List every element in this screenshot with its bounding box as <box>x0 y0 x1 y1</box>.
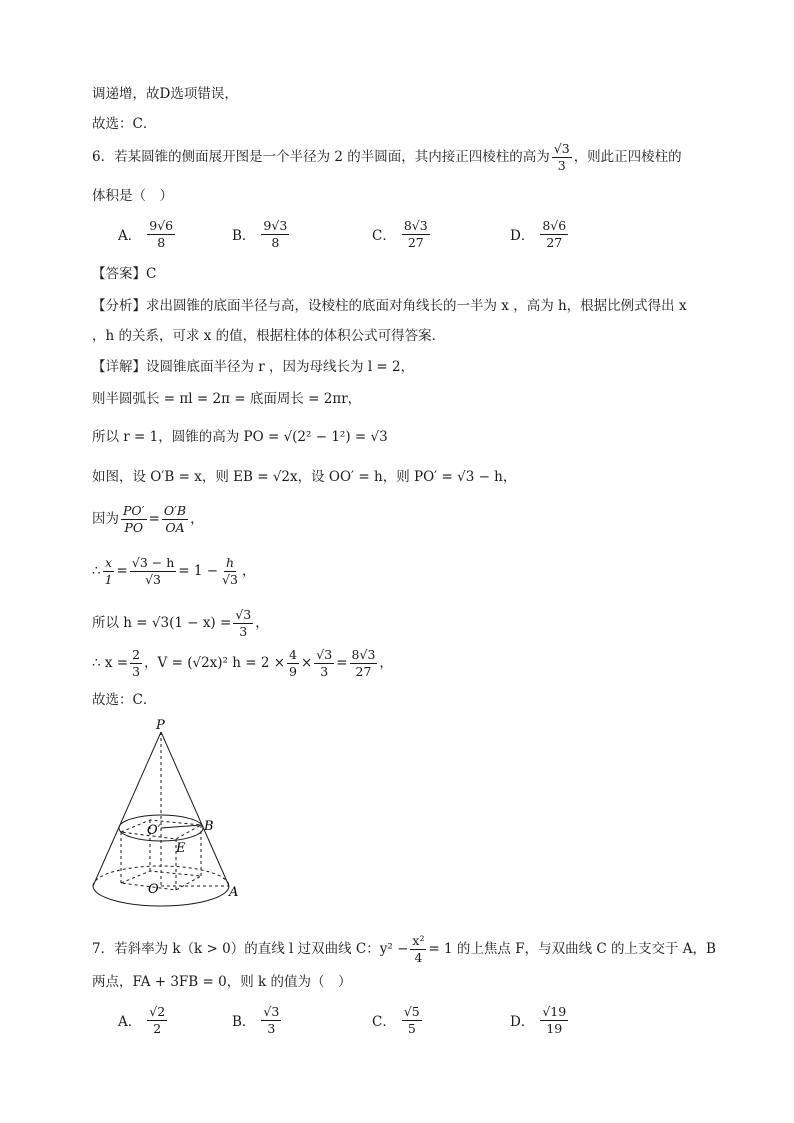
fraction <box>220 555 240 588</box>
text: = <box>336 655 348 671</box>
q6-option-b[interactable] <box>232 212 291 256</box>
option-letter: B． <box>232 1014 256 1030</box>
detail-line4: 如图，设 O′B = x，则 EB = √2x，设 OO′ = h，则 PO′ = √3 − h， <box>92 469 517 485</box>
cone-left-side <box>93 732 161 886</box>
frac-num: √3 <box>263 1003 280 1019</box>
text: ∴ <box>92 563 101 579</box>
text: × <box>300 655 313 671</box>
option-letter: D． <box>510 228 535 244</box>
text: ∴ x = <box>92 655 129 671</box>
frac-den: 3 <box>557 157 566 173</box>
equals: = <box>148 511 160 527</box>
frac-num: PO′ <box>123 502 145 518</box>
frac-num: h <box>225 554 235 570</box>
detail-line6 <box>92 552 734 590</box>
detail-line7 <box>92 604 734 642</box>
text: 所以 h = √3(1 − x) = <box>92 615 232 631</box>
label-A: A <box>229 885 239 900</box>
frac-num: 8√3 <box>403 217 428 233</box>
option-fraction <box>402 218 430 251</box>
label-O: O <box>148 882 159 897</box>
q6-option-a[interactable] <box>118 212 177 256</box>
text: 因为 <box>92 511 119 527</box>
line-prev-select: 故选：C． <box>92 116 157 132</box>
frac-num: 9√6 <box>149 217 174 233</box>
frac-den: 1 <box>104 571 113 587</box>
analysis-line2: ，h 的关系，可求 x 的值，根据柱体的体积公式可得答案． <box>92 328 446 344</box>
frac-num: 9√3 <box>263 217 288 233</box>
frac-num: √5 <box>403 1003 420 1019</box>
frac-num: √3 <box>316 646 333 662</box>
text: ， <box>255 615 269 631</box>
frac-num: 8√3 <box>351 646 376 662</box>
q6-stem-line2: 体积是（ ） <box>92 188 173 204</box>
cone-base-front <box>93 886 229 906</box>
line-prev-conclusion: 调递增，故D选项错误， <box>92 86 238 102</box>
q7-stem-text: 7．若斜率为 k（k > 0）的直线 l 过双曲线 C：y² − <box>92 941 409 957</box>
text: ，V = (√2x)² h = 2 × <box>144 655 286 671</box>
frac-num: √3 − h <box>131 554 175 570</box>
frac-den: 8 <box>271 234 280 250</box>
q6-options <box>118 212 718 256</box>
frac-num: O′B <box>163 502 187 518</box>
fraction <box>121 503 147 536</box>
frac-den: OA <box>165 519 185 535</box>
fraction <box>130 647 142 680</box>
detail-tag: 【详解】 <box>92 359 146 375</box>
frac-num: 4 <box>289 646 297 662</box>
option-fraction <box>540 218 568 251</box>
frac-den: 27 <box>355 663 372 679</box>
fraction <box>350 647 378 680</box>
q7-option-b[interactable] <box>232 998 283 1042</box>
q6-stem-text-end: ，则此正四棱柱的 <box>573 149 682 165</box>
frac-den: PO <box>124 519 144 535</box>
q7-option-d[interactable] <box>510 998 570 1042</box>
option-letter: C． <box>372 228 396 244</box>
q6-height-fraction <box>552 141 572 174</box>
text: ， <box>379 655 393 671</box>
frac-den: 9 <box>289 663 297 679</box>
equals: = <box>116 563 128 579</box>
frac-den: √3 <box>145 571 162 587</box>
q6-stem-text: 6．若某圆锥的侧面展开图是一个半径为 2 的半圆面，其内接正四棱柱的高为 <box>92 149 550 165</box>
frac-den: 19 <box>546 1020 563 1036</box>
frac-num: √19 <box>542 1003 567 1019</box>
text: ， <box>190 511 204 527</box>
fraction <box>103 555 115 588</box>
detail-line2: 则半圆弧长 = πl = 2π = 底面周长 = 2πr， <box>92 391 362 407</box>
text: = 1 − <box>178 563 219 579</box>
detail-select: 故选：C． <box>92 692 157 708</box>
detail-line3: 所以 r = 1，圆锥的高为 PO = √(2² − 1²) = √3 <box>92 429 388 445</box>
answer-line: 【答案】C <box>92 266 157 282</box>
frac-den: 27 <box>546 234 563 250</box>
analysis-line1 <box>92 296 734 316</box>
frac-den: 5 <box>407 1020 416 1036</box>
detail-line8 <box>92 644 734 682</box>
option-fraction <box>147 1004 167 1037</box>
q6-stem-line1 <box>92 140 734 174</box>
q6-option-c[interactable] <box>372 212 432 256</box>
label-O-prime: O′ <box>147 823 161 838</box>
cone-prism-figure <box>88 718 248 908</box>
q7-stem-text-end: = 1 的上焦点 F，与双曲线 C 的上支交于 A，B <box>428 941 716 957</box>
fraction <box>287 647 299 680</box>
frac-den: 27 <box>407 234 424 250</box>
frac-num: x² <box>412 932 425 948</box>
option-letter: D． <box>510 1014 535 1030</box>
fraction <box>314 647 334 680</box>
option-letter: A． <box>118 1014 142 1030</box>
option-fraction <box>540 1004 568 1037</box>
frac-den: 3 <box>132 663 141 679</box>
option-fraction <box>261 218 289 251</box>
frac-den: 2 <box>153 1020 162 1036</box>
label-B: B <box>204 819 214 834</box>
frac-num: √3 <box>553 140 570 156</box>
label-E: E <box>176 841 186 856</box>
option-fraction <box>261 1004 281 1037</box>
frac-den: 4 <box>414 949 423 965</box>
q7-option-a[interactable] <box>118 998 169 1042</box>
option-letter: A． <box>118 228 142 244</box>
q6-option-d[interactable] <box>510 212 570 256</box>
option-fraction <box>402 1004 422 1037</box>
text: ， <box>241 563 256 579</box>
frac-den: 3 <box>239 623 248 639</box>
option-fraction <box>147 218 175 251</box>
label-P: P <box>156 718 165 733</box>
frac-den: 3 <box>267 1020 276 1036</box>
frac-num: √3 <box>235 606 252 622</box>
option-letter: B． <box>232 228 256 244</box>
detail-line5 <box>92 500 734 538</box>
frac-num: √2 <box>149 1003 166 1019</box>
frac-num: x <box>105 554 113 570</box>
analysis-tag: 【分析】 <box>92 298 146 314</box>
cone-right-side <box>161 732 229 886</box>
analysis-text: 求出圆锥的底面半径与高，设棱柱的底面对角线长的一半为 x ，高为 h，根据比例式得出 x <box>146 298 687 314</box>
q7-stem-line2: 两点，FA + 3FB = 0，则 k 的值为（ ） <box>92 974 352 990</box>
detail-text: 设圆锥底面半径为 r ，因为母线长为 l = 2， <box>146 359 415 375</box>
detail-line1 <box>92 357 734 377</box>
q7-options <box>118 998 718 1042</box>
fraction <box>162 503 188 536</box>
q7-stem-line1 <box>92 930 734 968</box>
fraction <box>410 933 426 966</box>
frac-num: 8√6 <box>542 217 567 233</box>
top-radius-OB <box>161 825 201 828</box>
option-letter: C． <box>372 1014 396 1030</box>
frac-num: 2 <box>132 646 141 662</box>
prism-bottom <box>121 871 201 890</box>
fraction <box>130 555 176 588</box>
frac-den: √3 <box>222 571 238 587</box>
frac-den: 3 <box>320 663 329 679</box>
frac-den: 8 <box>157 234 166 250</box>
q7-option-c[interactable] <box>372 998 424 1042</box>
fraction <box>233 607 253 640</box>
